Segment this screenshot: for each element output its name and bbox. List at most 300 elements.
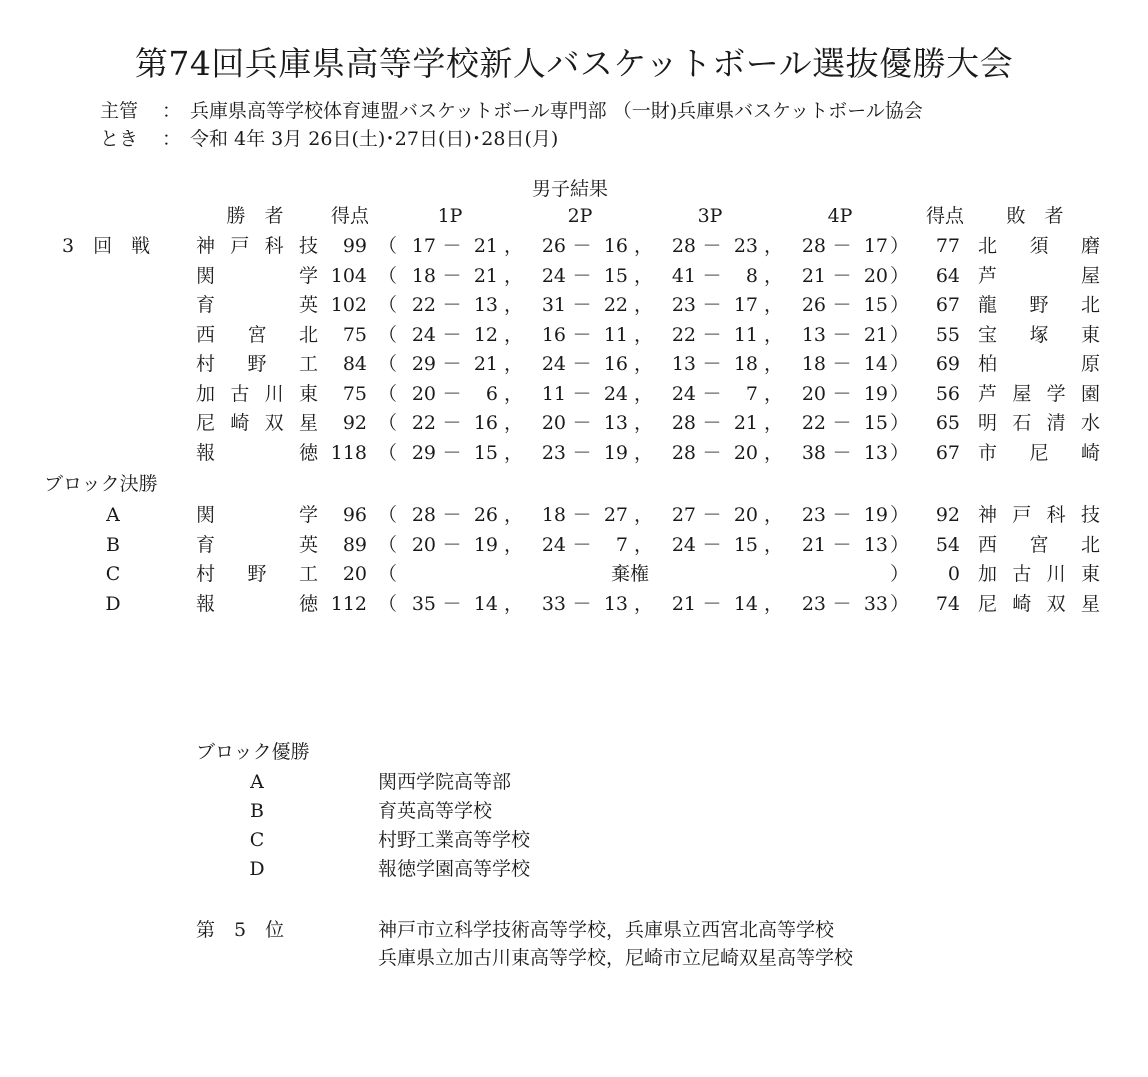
period-score-winner: 33 xyxy=(541,592,566,615)
period-score-loser: 13 xyxy=(473,294,498,316)
champion-block-letter: D xyxy=(249,858,265,880)
organizer-label: 主管 xyxy=(100,100,139,122)
close-paren: ） xyxy=(890,412,910,434)
block-letter: A xyxy=(106,504,120,526)
block-letter: B xyxy=(106,533,120,556)
period-separator: ， xyxy=(764,353,784,375)
period-score-loser: 15 xyxy=(863,294,888,316)
period-score-winner: 24 xyxy=(671,382,696,405)
block-champions-label: ブロック優勝 xyxy=(196,741,310,763)
loser-score: 64 xyxy=(935,264,960,287)
score-dash: － xyxy=(442,294,462,316)
result-row xyxy=(0,352,1148,376)
block-letter: D xyxy=(105,592,121,615)
period-separator: ， xyxy=(634,533,654,556)
result-row xyxy=(0,264,1148,288)
period-score-winner: 35 xyxy=(411,592,436,615)
name-char: 北 xyxy=(978,235,998,257)
name-char: 学 xyxy=(298,264,318,287)
period-score-winner: 23 xyxy=(541,441,566,464)
name-char: 西 xyxy=(978,533,998,556)
period-score-loser: 15 xyxy=(733,533,758,556)
period-separator: ， xyxy=(504,264,524,287)
name-char: 川 xyxy=(1046,563,1066,585)
period-score-loser: 19 xyxy=(863,504,888,526)
score-dash: － xyxy=(832,504,852,526)
name-char: 宝 xyxy=(978,323,998,346)
score-dash: － xyxy=(442,353,462,375)
period-score-winner: 20 xyxy=(801,382,826,405)
dates-colon: ： xyxy=(162,128,182,150)
period-separator: ， xyxy=(764,533,784,556)
period-score-loser: 18 xyxy=(733,353,758,375)
period-score-loser: 20 xyxy=(863,264,888,287)
winner-score: 112 xyxy=(330,592,367,615)
champion-school: 村野工業高等学校 xyxy=(378,829,531,851)
name-char: 加 xyxy=(196,382,216,405)
winner-score: 118 xyxy=(330,441,367,464)
period-score-loser: 20 xyxy=(733,504,758,526)
score-dash: － xyxy=(442,235,462,257)
fifth-place-line-1: 神戸市立科学技術高等学校，兵庫県立西宮北高等学校 xyxy=(378,919,835,941)
name-char: 戸 xyxy=(230,235,250,257)
name-char: 英 xyxy=(298,533,318,556)
close-paren: ） xyxy=(890,323,910,346)
period-score-loser: 21 xyxy=(473,235,498,257)
score-dash: － xyxy=(442,533,462,556)
winner-score: 92 xyxy=(342,412,367,434)
score-dash: － xyxy=(442,441,462,464)
period-score-loser: 27 xyxy=(603,504,628,526)
score-dash: － xyxy=(572,353,592,375)
name-char: 須 xyxy=(1029,235,1049,257)
name-char: 村 xyxy=(196,353,216,375)
winner-name xyxy=(196,592,318,616)
period-score-loser: 19 xyxy=(863,382,888,405)
open-paren: （ xyxy=(378,563,398,585)
name-char: 北 xyxy=(1080,533,1100,556)
score-dash: － xyxy=(572,235,592,257)
name-char: 工 xyxy=(298,353,318,375)
period-separator: ， xyxy=(504,412,524,434)
period-separator: ， xyxy=(634,323,654,346)
name-char: 崎 xyxy=(1080,441,1100,464)
score-dash: － xyxy=(572,382,592,405)
name-char: 龍 xyxy=(978,294,998,316)
name-char: 西 xyxy=(196,323,216,346)
open-paren: （ xyxy=(378,592,398,615)
period-score-winner: 13 xyxy=(671,353,696,375)
period-separator: ， xyxy=(634,382,654,405)
period-separator: ， xyxy=(634,592,654,615)
close-paren: ） xyxy=(890,533,910,556)
period-score-winner: 28 xyxy=(671,412,696,434)
name-char: 徳 xyxy=(298,441,318,464)
winner-name xyxy=(196,562,318,586)
score-dash: － xyxy=(832,235,852,257)
open-paren: （ xyxy=(378,382,398,405)
name-char: 双 xyxy=(264,412,284,434)
name-char: 石 xyxy=(1012,412,1032,434)
open-paren: （ xyxy=(378,235,398,257)
period-separator: ， xyxy=(504,382,524,405)
result-row xyxy=(0,533,1148,557)
winner-score: 99 xyxy=(342,235,367,257)
period-separator: ， xyxy=(764,441,784,464)
organizer-line xyxy=(100,96,923,123)
score-dash: － xyxy=(572,592,592,615)
score-dash: － xyxy=(702,382,722,405)
period-separator: ， xyxy=(634,441,654,464)
period-score-loser: 14 xyxy=(473,592,498,615)
period-score-winner: 23 xyxy=(801,592,826,615)
period-score-winner: 26 xyxy=(801,294,826,316)
score-dash: － xyxy=(442,504,462,526)
result-row xyxy=(0,234,1148,258)
period-score-winner: 22 xyxy=(411,412,436,434)
score-dash: － xyxy=(702,412,722,434)
period-score-winner: 17 xyxy=(411,235,436,257)
score-dash: － xyxy=(702,592,722,615)
header-period-3: 3P xyxy=(697,205,723,227)
period-score-winner: 20 xyxy=(541,412,566,434)
name-char: 科 xyxy=(1046,504,1066,526)
period-score-winner: 21 xyxy=(801,264,826,287)
loser-score: 56 xyxy=(935,382,960,405)
winner-score: 84 xyxy=(342,353,367,375)
open-paren: （ xyxy=(378,412,398,434)
dates-label: とき xyxy=(100,128,139,150)
score-dash: － xyxy=(832,592,852,615)
name-char: 尼 xyxy=(978,592,998,615)
champion-school: 関西学院高等部 xyxy=(378,771,512,793)
name-char: 古 xyxy=(1012,563,1032,585)
period-separator: ， xyxy=(504,353,524,375)
period-score-loser: 16 xyxy=(603,353,628,375)
loser-score: 65 xyxy=(935,412,960,434)
header-score-winner: 得点 xyxy=(330,205,369,227)
period-score-winner: 29 xyxy=(411,353,436,375)
score-dash: － xyxy=(572,441,592,464)
loser-score: 92 xyxy=(935,504,960,526)
name-char: 報 xyxy=(196,592,216,615)
name-char: 北 xyxy=(1080,294,1100,316)
period-separator: ， xyxy=(634,264,654,287)
loser-name xyxy=(978,382,1100,406)
period-separator: ， xyxy=(634,235,654,257)
champion-block-letter: C xyxy=(249,829,265,851)
name-char: 原 xyxy=(1080,353,1100,375)
period-score-loser: 12 xyxy=(473,323,498,346)
loser-name xyxy=(978,562,1100,586)
winner-name xyxy=(196,382,318,406)
period-score-winner: 13 xyxy=(801,323,826,346)
period-separator: ， xyxy=(764,504,784,526)
open-paren: （ xyxy=(378,441,398,464)
name-char: 学 xyxy=(1046,382,1066,405)
close-paren: ） xyxy=(890,294,910,316)
score-dash: － xyxy=(442,412,462,434)
dates-line xyxy=(100,124,558,151)
name-char: 工 xyxy=(298,563,318,585)
name-char: 報 xyxy=(196,441,216,464)
name-char: 学 xyxy=(298,504,318,526)
period-separator: ， xyxy=(504,323,524,346)
period-score-winner: 38 xyxy=(801,441,826,464)
result-row xyxy=(0,323,1148,347)
name-char: 村 xyxy=(196,563,216,585)
name-char: 星 xyxy=(1080,592,1100,615)
period-score-loser: 23 xyxy=(733,235,758,257)
period-score-loser: 20 xyxy=(733,441,758,464)
period-score-winner: 11 xyxy=(541,382,566,405)
period-score-winner: 21 xyxy=(801,533,826,556)
period-score-loser: 13 xyxy=(603,412,628,434)
result-row xyxy=(0,562,1148,586)
name-char: 戸 xyxy=(1012,504,1032,526)
organizer-value: 兵庫県高等学校体育連盟バスケットボール専門部 （一財)兵庫県バスケットボール協会 xyxy=(190,100,923,122)
period-separator: ， xyxy=(634,353,654,375)
period-score-loser: 6 xyxy=(485,382,498,405)
page-title: 第74回兵庫県高等学校新人バスケットボール選抜優勝大会 xyxy=(134,44,1014,83)
score-dash: － xyxy=(572,533,592,556)
loser-score: 77 xyxy=(935,235,960,257)
name-char: 徳 xyxy=(298,592,318,615)
close-paren: ） xyxy=(890,592,910,615)
close-paren: ） xyxy=(890,353,910,375)
name-char: 北 xyxy=(298,323,318,346)
result-row xyxy=(0,503,1148,527)
name-char: 宮 xyxy=(1029,533,1049,556)
loser-score: 69 xyxy=(935,353,960,375)
period-score-loser: 21 xyxy=(473,264,498,287)
name-char: 磨 xyxy=(1080,235,1100,257)
score-dash: － xyxy=(442,382,462,405)
period-score-loser: 13 xyxy=(863,533,888,556)
result-row xyxy=(0,293,1148,317)
score-dash: － xyxy=(702,441,722,464)
period-score-loser: 15 xyxy=(863,412,888,434)
period-score-winner: 23 xyxy=(671,294,696,316)
result-row xyxy=(0,411,1148,435)
period-score-loser: 11 xyxy=(733,323,758,346)
period-score-loser: 33 xyxy=(863,592,888,615)
round3-label: 3 回 戦 xyxy=(62,235,151,257)
loser-score: 74 xyxy=(935,592,960,615)
score-dash: － xyxy=(832,294,852,316)
winner-score: 102 xyxy=(330,294,367,316)
period-score-loser: 11 xyxy=(603,323,628,346)
name-char: 清 xyxy=(1046,412,1066,434)
name-char: 野 xyxy=(247,353,267,375)
score-dash: － xyxy=(572,294,592,316)
score-dash: － xyxy=(832,382,852,405)
loser-name xyxy=(978,533,1100,557)
score-dash: － xyxy=(832,323,852,346)
score-dash: － xyxy=(832,264,852,287)
loser-name xyxy=(978,503,1100,527)
period-separator: ， xyxy=(504,504,524,526)
period-score-loser: 13 xyxy=(603,592,628,615)
close-paren: ） xyxy=(890,382,910,405)
close-paren: ） xyxy=(890,504,910,526)
score-dash: － xyxy=(702,323,722,346)
period-score-winner: 29 xyxy=(411,441,436,464)
period-score-winner: 24 xyxy=(411,323,436,346)
winner-score: 20 xyxy=(342,563,367,585)
open-paren: （ xyxy=(378,504,398,526)
winner-score: 75 xyxy=(342,323,367,346)
period-score-winner: 31 xyxy=(541,294,566,316)
name-char: 園 xyxy=(1080,382,1100,405)
period-score-winner: 28 xyxy=(671,235,696,257)
loser-score: 67 xyxy=(935,294,960,316)
score-dash: － xyxy=(702,294,722,316)
score-dash: － xyxy=(702,504,722,526)
close-paren: ） xyxy=(890,264,910,287)
name-char: 柏 xyxy=(978,353,998,375)
champion-block-letter: A xyxy=(250,771,264,793)
header-loser: 敗 者 xyxy=(1006,205,1064,227)
period-score-winner: 26 xyxy=(541,235,566,257)
period-score-loser: 21 xyxy=(733,412,758,434)
score-dash: － xyxy=(572,323,592,346)
score-dash: － xyxy=(702,533,722,556)
name-char: 東 xyxy=(298,382,318,405)
period-score-loser: 14 xyxy=(863,353,888,375)
fifth-place-label: 第 5 位 xyxy=(196,919,285,941)
header-winner: 勝 者 xyxy=(226,205,284,227)
close-paren: ） xyxy=(890,441,910,464)
result-row xyxy=(0,382,1148,406)
winner-name xyxy=(196,411,318,435)
loser-name xyxy=(978,441,1100,465)
result-row xyxy=(0,592,1148,616)
period-score-winner: 28 xyxy=(411,504,436,526)
name-char: 明 xyxy=(978,412,998,434)
period-separator: ， xyxy=(504,294,524,316)
name-char: 東 xyxy=(1080,323,1100,346)
name-char: 科 xyxy=(264,235,284,257)
period-score-winner: 22 xyxy=(411,294,436,316)
period-score-winner: 16 xyxy=(541,323,566,346)
name-char: 尼 xyxy=(1029,441,1049,464)
winner-score: 75 xyxy=(342,382,367,405)
name-char: 加 xyxy=(978,563,998,585)
period-score-winner: 18 xyxy=(541,504,566,526)
score-dash: － xyxy=(832,533,852,556)
open-paren: （ xyxy=(378,323,398,346)
period-score-winner: 20 xyxy=(411,533,436,556)
winner-name xyxy=(196,293,318,317)
period-separator: ， xyxy=(764,412,784,434)
period-score-winner: 22 xyxy=(671,323,696,346)
name-char: 崎 xyxy=(1012,592,1032,615)
champion-block-letter: B xyxy=(250,800,264,822)
loser-score: 67 xyxy=(935,441,960,464)
loser-name xyxy=(978,352,1100,376)
winner-name xyxy=(196,323,318,347)
fifth-place-line-2: 兵庫県立加古川東高等学校，尼崎市立尼崎双星高等学校 xyxy=(378,947,854,969)
period-score-winner: 28 xyxy=(671,441,696,464)
period-separator: ， xyxy=(504,235,524,257)
name-char: 市 xyxy=(978,441,998,464)
period-score-loser: 24 xyxy=(603,382,628,405)
period-score-loser: 15 xyxy=(473,441,498,464)
score-dash: － xyxy=(572,412,592,434)
period-separator: ， xyxy=(504,441,524,464)
name-char: 芦 xyxy=(978,382,998,405)
period-score-winner: 24 xyxy=(671,533,696,556)
score-dash: － xyxy=(442,264,462,287)
name-char: 屋 xyxy=(1012,382,1032,405)
period-score-loser: 26 xyxy=(473,504,498,526)
champion-school: 育英高等学校 xyxy=(378,800,493,822)
name-char: 神 xyxy=(196,235,216,257)
period-score-winner: 24 xyxy=(541,533,566,556)
name-char: 野 xyxy=(247,563,267,585)
score-dash: － xyxy=(572,504,592,526)
close-paren: ） xyxy=(890,563,910,585)
period-score-loser: 16 xyxy=(603,235,628,257)
loser-name xyxy=(978,592,1100,616)
column-headers xyxy=(0,204,1148,228)
loser-name xyxy=(978,234,1100,258)
score-dash: － xyxy=(832,441,852,464)
block-letter: C xyxy=(105,563,121,585)
name-char: 川 xyxy=(264,382,284,405)
period-score-loser: 21 xyxy=(473,353,498,375)
block-final-label: ブロック決勝 xyxy=(44,473,158,495)
loser-score: 54 xyxy=(935,533,960,556)
winner-name xyxy=(196,441,318,465)
winner-name xyxy=(196,352,318,376)
score-dash: － xyxy=(832,412,852,434)
name-char: 宮 xyxy=(247,323,267,346)
score-dash: － xyxy=(442,323,462,346)
period-separator: ， xyxy=(764,592,784,615)
period-score-loser: 13 xyxy=(863,441,888,464)
name-char: 野 xyxy=(1029,294,1049,316)
name-char: 英 xyxy=(298,294,318,316)
name-char: 育 xyxy=(196,294,216,316)
header-period-1: 1P xyxy=(437,205,463,227)
period-score-loser: 8 xyxy=(745,264,758,287)
period-score-loser: 14 xyxy=(733,592,758,615)
period-separator: ， xyxy=(764,264,784,287)
score-dash: － xyxy=(572,264,592,287)
period-separator: ， xyxy=(504,533,524,556)
period-separator: ， xyxy=(504,592,524,615)
score-dash: － xyxy=(442,592,462,615)
name-char: 尼 xyxy=(196,412,216,434)
period-score-loser: 16 xyxy=(473,412,498,434)
name-char: 育 xyxy=(196,533,216,556)
period-score-winner: 24 xyxy=(541,353,566,375)
champion-school: 報徳学園高等学校 xyxy=(378,858,531,880)
period-score-loser: 22 xyxy=(603,294,628,316)
name-char: 星 xyxy=(298,412,318,434)
open-paren: （ xyxy=(378,294,398,316)
period-score-winner: 18 xyxy=(801,353,826,375)
score-dash: － xyxy=(702,264,722,287)
score-dash: － xyxy=(702,353,722,375)
period-separator: ， xyxy=(634,294,654,316)
period-separator: ， xyxy=(764,235,784,257)
result-row xyxy=(0,441,1148,465)
period-score-winner: 27 xyxy=(671,504,696,526)
name-char: 神 xyxy=(978,504,998,526)
